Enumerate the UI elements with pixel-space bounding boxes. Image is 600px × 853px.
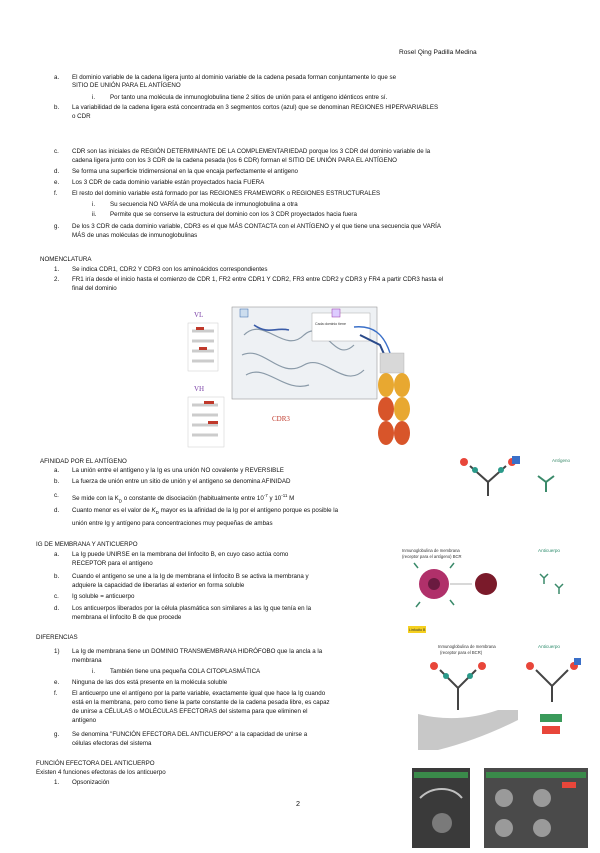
list-item-text: CDR son las iniciales de REGIÓN DETERMINANTE DE LA COMPLEMENTARIEDAD porque los 3 CDR del dominio variable de la	[72, 148, 431, 155]
list-item-text: Cuanto menor es el valor de $K_D$ mayor es la afinidad de la Ig por el antígeno porque es posible la	[72, 507, 339, 516]
v-light-label: VL	[194, 311, 204, 319]
list-item-text: Opsonización	[72, 779, 110, 786]
list-marker: d.	[54, 605, 60, 612]
list-item-text: Los anticuerpos liberados por la célula plasmática son similares a las Ig que tenía en la	[72, 605, 312, 612]
list-item-text: unión entre Ig y antígeno para concentraciones muy pequeñas de ambas	[72, 520, 273, 527]
figure-subtitle: (receptor para el BCR)	[440, 650, 483, 655]
figure-antibody-antigen	[448, 452, 578, 498]
list-marker: a.	[54, 74, 60, 81]
list-item-text: Se indica CDR1, CDR2 Y CDR3 con los aminoácidos correspondientes	[72, 266, 268, 273]
list-item-text: La fuerza de unión entre un sitio de unión y el antígeno se denomina AFINIDAD	[72, 478, 291, 485]
list-marker: c.	[54, 492, 59, 499]
list-marker: c.	[54, 593, 59, 600]
list-item-text: final del dominio	[72, 285, 117, 292]
list-marker: b.	[54, 104, 60, 111]
list-item-text: También tiene una pequeña COLA CITOPLASMÁTICA	[110, 668, 261, 675]
author-name: Rosel Qing Padilla Medina	[399, 49, 477, 56]
list-marker: 2.	[54, 276, 60, 283]
list-item-text: cadena ligera junto con los 3 CDR de la cadena pesada (los 6 CDR) forman el SITIO DE UNIÓN PARA EL ANTÍGENO	[72, 157, 397, 164]
list-marker: b.	[54, 573, 60, 580]
opsonization-diagram	[412, 768, 588, 848]
list-marker: i.	[92, 668, 96, 675]
list-marker: ii.	[92, 211, 97, 218]
cdr-diagram	[184, 305, 434, 455]
list-marker: a.	[54, 467, 60, 474]
section-heading: NOMENCLATURA	[40, 256, 92, 263]
list-item-text: Por tanto una molécula de inmunoglobulina tiene 2 sitios de unión para el antígeno idénticos entre sí.	[110, 94, 388, 101]
list-marker: f.	[54, 190, 58, 197]
list-item-text: células efectoras del sistema	[72, 740, 152, 747]
list-item-text: SITIO DE UNIÓN PARA EL ANTÍGENO	[72, 82, 181, 89]
v-heavy-label: VH	[194, 385, 205, 393]
list-marker: a.	[54, 551, 60, 558]
list-item-text: De los 3 CDR de cada dominio variable, CDR3 es el que MÁS CONTACTA con el ANTÍGENO y el que tiene una secuencia que VARÍA	[72, 223, 442, 230]
list-item-text: El dominio variable de la cadena ligera junto al dominio variable de la cadena pesada forman conjuntamente lo que se	[72, 74, 397, 81]
list-item-text: antígeno	[72, 717, 97, 724]
list-item-text: Ninguna de las dos está presente en la molécula soluble	[72, 679, 228, 686]
section-heading: FUNCIÓN EFECTORA DEL ANTICUERPO	[36, 760, 155, 767]
list-marker: f.	[54, 690, 58, 697]
figure-tag: Linfocito B	[409, 628, 426, 632]
list-marker: e.	[54, 179, 60, 186]
list-item-text: de unirse a CÉLULAS o MOLÉCULAS EFECTORAS del sistema para que eliminen el	[72, 708, 308, 715]
figure-bcell-antibody	[400, 544, 585, 636]
figure-cdr-structure	[184, 305, 434, 455]
list-item-text: FR1 iría desde el inicio hasta el comienzo de CDR 1, FR2 entre CDR1 Y CDR2, FR3 entre CDR2 y CDR3 y FR4 a partir CDR3 hasta el	[72, 276, 444, 283]
list-item-text: Ig soluble = anticuerpo	[72, 593, 135, 600]
list-item-text: Se mide con la $K_D$ o constante de disociación (habitualmente entre $10^{-7}$ y $10^{-11}$ M	[72, 493, 295, 504]
list-item-text: o CDR	[72, 113, 91, 120]
list-item-text: Se denomina "FUNCIÓN EFECTORA DEL ANTICUERPO" a la capacidad de unirse a	[72, 731, 308, 738]
list-marker: d.	[54, 168, 60, 175]
list-item-text: El resto del dominio variable está formado por las REGIONES FRAMEWORK o REGIONES ESTRUCTURALES	[72, 190, 381, 197]
section-heading: AFINIDAD POR EL ANTÍGENO	[40, 458, 127, 465]
membrane-diagram	[418, 640, 588, 750]
figure-membrane-vs-antibody	[418, 640, 588, 750]
bcell-diagram	[400, 544, 585, 636]
list-marker: 1.	[54, 266, 60, 273]
list-item-text: está en la membrana, pero como tiene la parte constante de la cadena pesada libre, es capaz	[72, 699, 330, 706]
antigen-label: Antígeno	[552, 458, 571, 463]
list-marker: c.	[54, 148, 59, 155]
list-marker: i.	[92, 94, 96, 101]
section-heading: DIFERENCIAS	[36, 634, 78, 641]
list-item-text: El anticuerpo une el antígeno por la parte variable, exactamente igual que hace la Ig cuando	[72, 690, 326, 697]
list-item-text: RECEPTOR para el antígeno	[72, 560, 153, 567]
list-item-text: Su secuencia NO VARÍA de una molécula de inmunoglobulina a otra	[110, 201, 298, 208]
list-item-text: Se forma una superficie tridimensional en la que encaja perfectamente el antígeno	[72, 168, 298, 175]
list-item-text: MÁS de unas moléculas de inmunoglobulinas	[72, 232, 198, 239]
list-marker: g.	[54, 731, 60, 738]
list-marker: i.	[92, 201, 96, 208]
figure-title: Inmunoglobulina de membrana	[402, 548, 460, 553]
list-marker: 1.	[54, 779, 60, 786]
list-marker: e.	[54, 679, 60, 686]
list-item-text: La variabilidad de la cadena ligera está concentrada en 3 segmentos cortos (azul) que se denominan REGIONES HIPERVARIABLES	[72, 104, 439, 111]
antibody-diagram	[448, 452, 578, 498]
figure-title-right: Anticuerpo	[538, 644, 560, 649]
figure-title-right: Anticuerpo	[538, 548, 560, 553]
list-item-text: adquiere la capacidad de liberarlas al exterior en forma soluble	[72, 582, 245, 589]
figure-opsonization	[412, 768, 588, 848]
list-item-text: Cuando el antígeno se une a la Ig de membrana el linfocito B se activa la membrana y	[72, 573, 309, 580]
section-intro: Existen 4 funciones efectoras de los anticuerpo	[36, 769, 166, 776]
list-marker: g.	[54, 223, 60, 230]
list-marker: d.	[54, 507, 60, 514]
list-marker: 1)	[54, 648, 60, 655]
list-item-text: membrana el linfocito B de que procede	[72, 614, 182, 621]
list-item-text: La Ig de membrana tiene un DOMINIO TRANSMEMBRANA HIDRÓFOBO que la ancla a la	[72, 648, 323, 655]
list-item-text: La Ig puede UNIRSE en la membrana del linfocito B, en cuyo caso actúa como	[72, 551, 289, 558]
figure-subtitle: (receptor para el antígeno) BCR	[402, 554, 462, 559]
list-marker: b.	[54, 478, 60, 485]
page-number: 2	[296, 799, 300, 808]
section-heading: IG DE MEMBRANA Y ANTICUERPO	[36, 541, 138, 548]
figure-title: Inmunoglobulina de membrana	[438, 644, 496, 649]
list-item-text: Los 3 CDR de cada dominio variable están proyectados hacia FUERA	[72, 179, 265, 186]
list-item-text: membrana	[72, 657, 102, 664]
figure-legend: Cada dominio tiene	[315, 322, 346, 326]
list-item-text: Permite que se conserve la estructura del dominio con los 3 CDR proyectados hacia fuera	[110, 211, 357, 218]
list-item-text: La unión entre el antígeno y la Ig es una unión NO covalente y REVERSIBLE	[72, 467, 284, 474]
cdr3-label: CDR3	[272, 415, 290, 423]
